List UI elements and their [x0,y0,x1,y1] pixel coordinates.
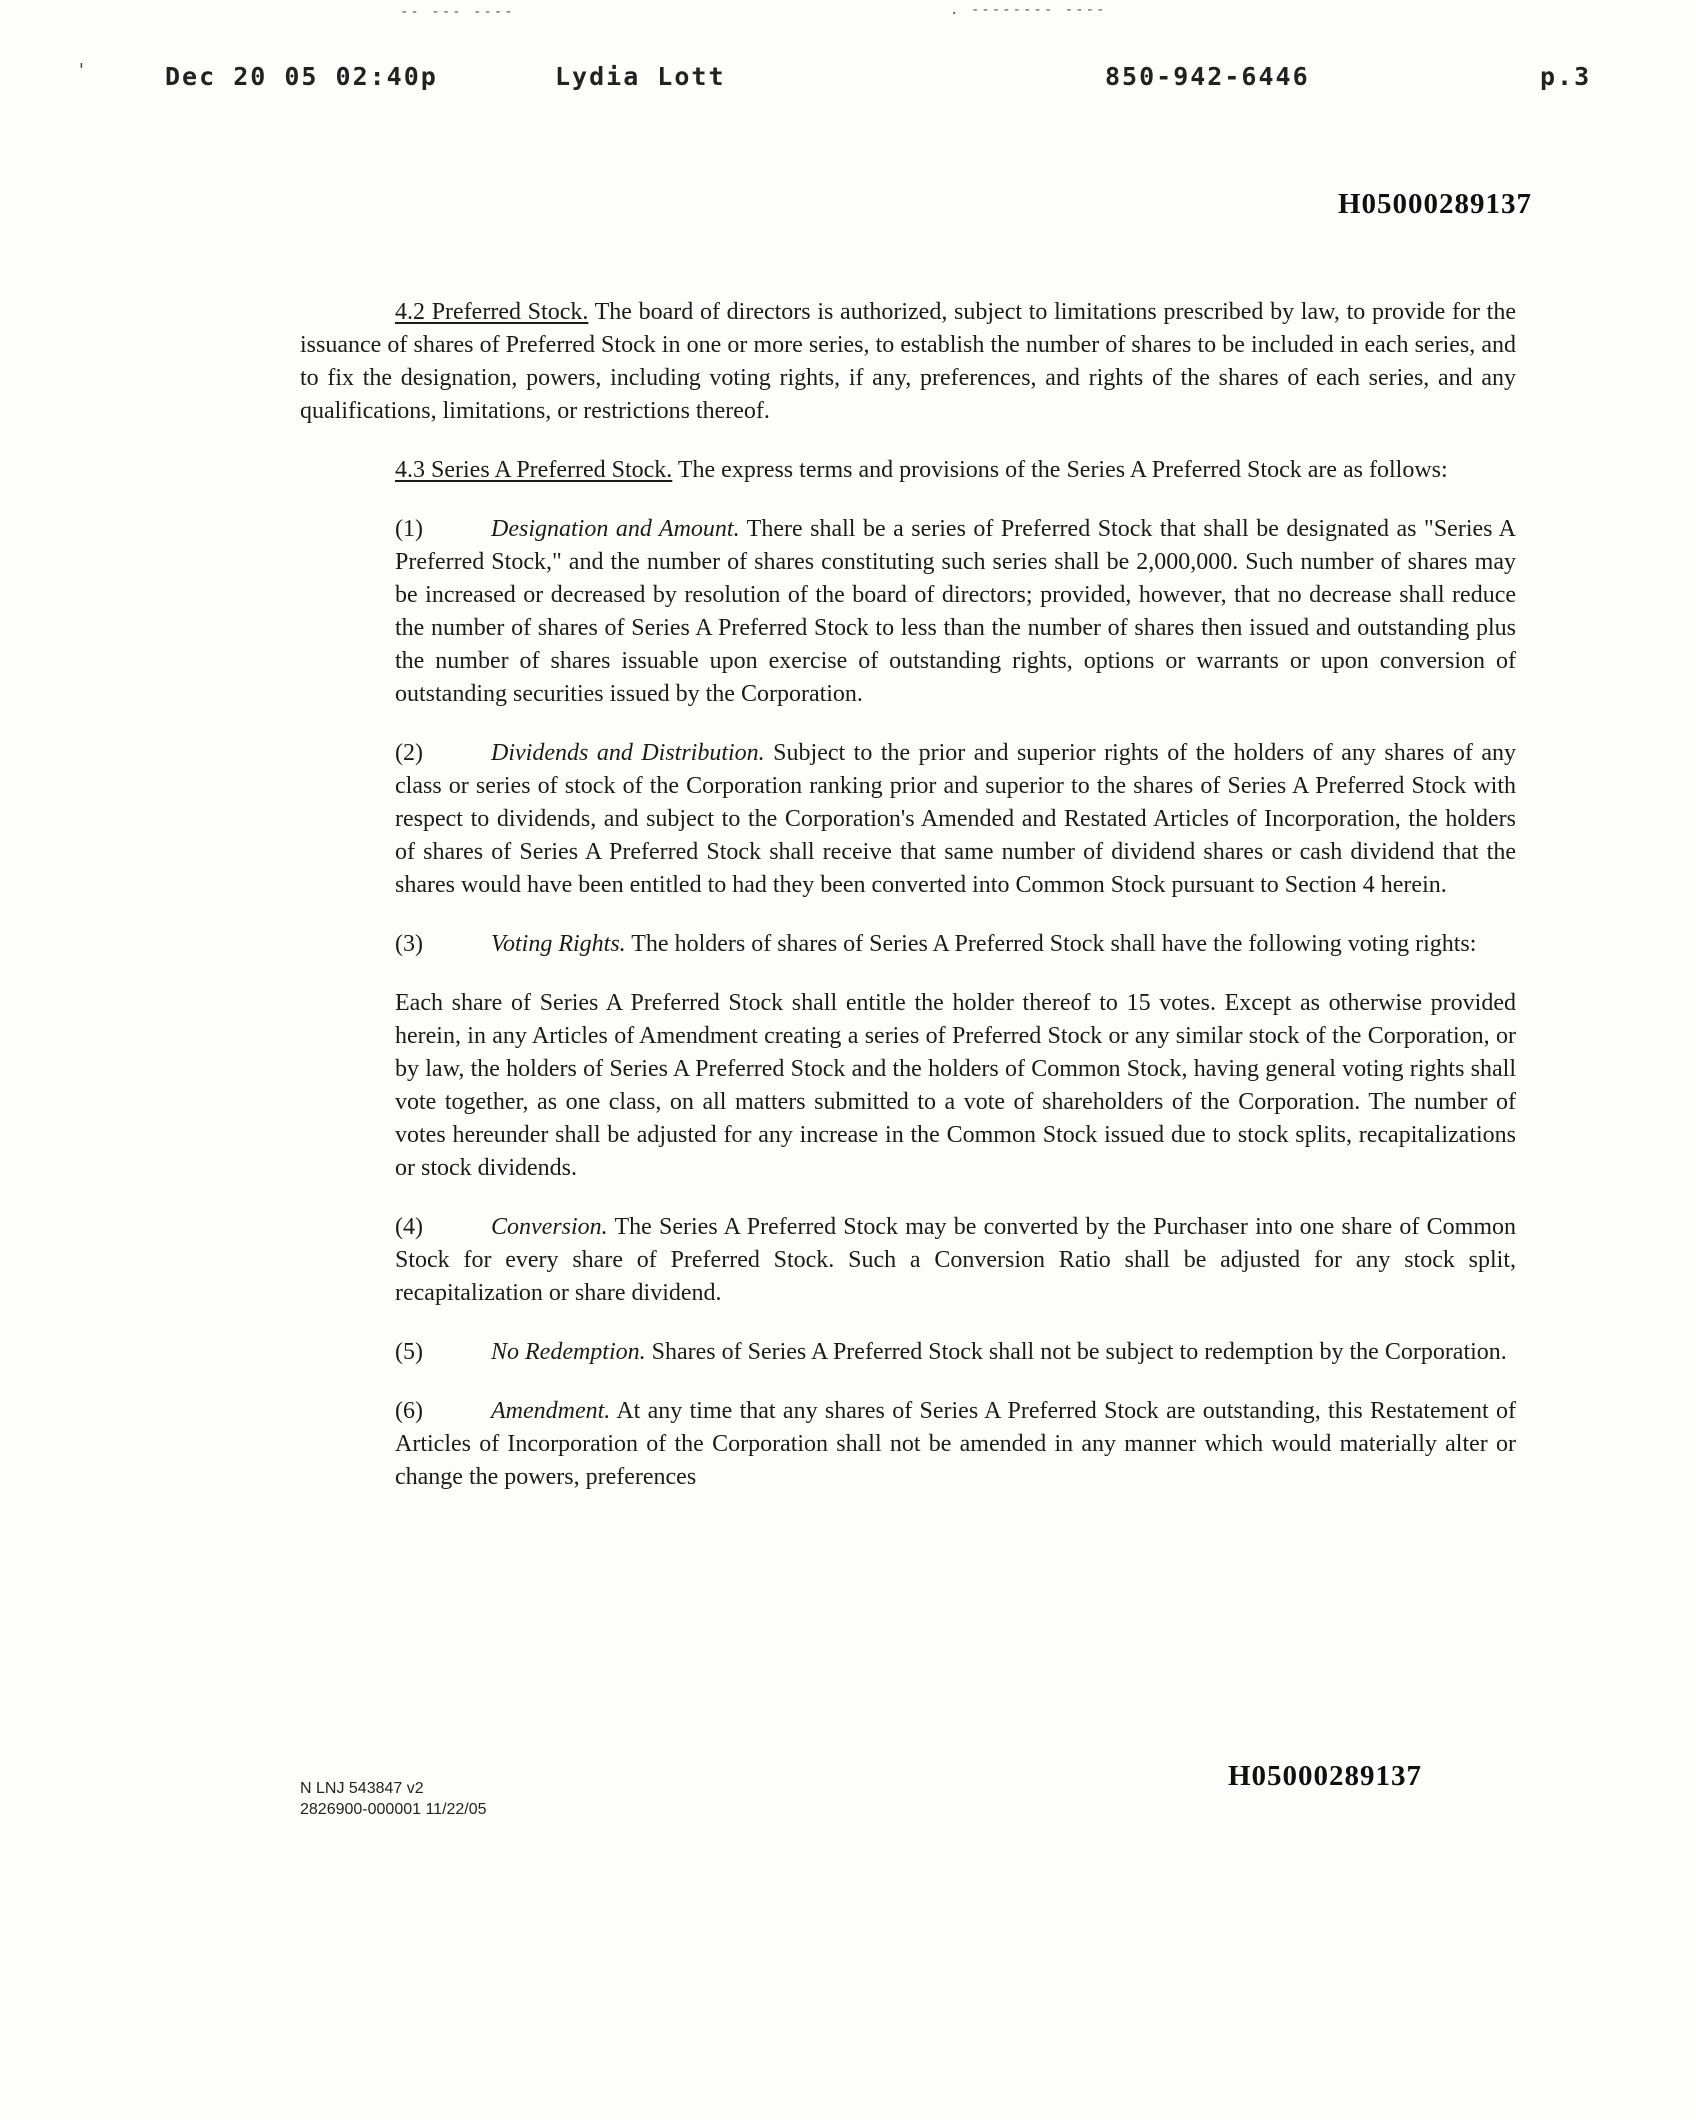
clause-title: Conversion. [491,1214,608,1240]
section-4-2-text: The board of directors is authorized, subject to limitations prescribed by law, to provide for the issuance of shares of Preferred Stock in one or more series, to establish the number of shares to be included in each series, and to fix the designation, powers, including voting rights, if any, preferences, and rights of the shares of each series, and any qualifications, limitations, or restrictions thereof. [300,299,1516,424]
clause-conversion [300,1211,1516,1310]
document-number-stamp-top: H05000289137 [1338,188,1533,220]
section-4-3-heading: 4.3 Series A Preferred Stock. [395,457,673,483]
clause-number: (3) [395,931,423,957]
clause-text: At any time that any shares of Series A Preferred Stock are outstanding, this Restatement of Articles of Incorporation of the Corporation shall not be amended in any manner which would materially alter or change the powers, preferences [395,1398,1516,1490]
section-4-2-heading: 4.2 Preferred Stock. [395,299,589,325]
section-4-3-text: The express terms and provisions of the Series A Preferred Stock are as follows: [677,457,1448,483]
section-4-2 [300,296,1516,428]
fax-phone-number: 850-942-6446 [1105,62,1310,91]
fax-sender-name: Lydia Lott [555,62,726,91]
fax-page-number: p.3 [1540,62,1592,91]
footer-reference-line2: 2826900-000001 11/22/05 [300,1801,487,1818]
fax-timestamp: Dec 20 05 02:40p [165,62,438,91]
clause-title: Voting Rights. [491,931,626,957]
clause-title: Designation and Amount. [491,516,740,542]
clause-text: The Series A Preferred Stock may be converted by the Purchaser into one share of Common Stock for every share of Preferred Stock. Such a Conversion Ratio shall be adjusted for any stock split, recapitalization or share dividend. [395,1214,1516,1306]
clause-number: (4) [395,1214,423,1240]
clause-number: (1) [395,516,423,542]
footer-reference-line1: N LNJ 543847 v2 [300,1780,424,1797]
scan-artifact-quote: ' [76,60,89,81]
clause-amendment [300,1395,1516,1494]
fax-header [0,62,1696,102]
clause-text: Shares of Series A Preferred Stock shall not be subject to redemption by the Corporation. [651,1339,1507,1365]
section-4-3 [300,454,1516,487]
clause-number: (2) [395,740,423,766]
clause-designation-and-amount [300,513,1516,711]
clause-dividends-and-distribution [300,737,1516,902]
clause-no-redemption [300,1336,1516,1369]
document-number-stamp-bottom: H05000289137 [1228,1760,1423,1792]
footer-reference [300,1778,487,1820]
clause-text: There shall be a series of Preferred Stock that shall be designated as "Series A Preferred Stock," and the number of shares constituting such series shall be 2,000,000. Such number of shares may be increased or decreased by resolution of the board of directors; provided, however, that no decrease shall reduce the number of shares of Series A Preferred Stock to less than the number of shares then issued and outstanding plus the number of shares issuable upon exercise of outstanding rights, options or warrants or upon conversion of outstanding securities issued by the Corporation. [395,516,1516,707]
clause-title: No Redemption. [491,1339,646,1365]
clause-text: The holders of shares of Series A Preferred Stock shall have the following voting rights: [631,931,1477,957]
voting-rights-text: Each share of Series A Preferred Stock shall entitle the holder thereof to 15 votes. Except as otherwise provided herein, in any Articles of Amendment creating a series of Preferred Stock or any similar stock of the Corporation, or by law, the holders of Series A Preferred Stock and the holders of Common Stock, having general voting rights shall vote together, as one class, on all matters submitted to a vote of shareholders of the Corporation. The number of votes hereunder shall be adjusted for any increase in the Common Stock issued due to stock splits, recapitalizations or stock dividends. [395,990,1516,1181]
voting-rights-paragraph [300,987,1516,1185]
clause-number: (6) [395,1398,423,1424]
clause-title: Amendment. [491,1398,611,1424]
clause-title: Dividends and Distribution. [491,740,765,766]
document-body [300,296,1516,1520]
clause-number: (5) [395,1339,423,1365]
scan-artifact-top-left: -- --- ---- [400,4,515,20]
scan-artifact-top-right: . -------- ---- [950,2,1107,18]
clause-voting-rights [300,928,1516,961]
clause-text: Subject to the prior and superior rights of the holders of any shares of any class or series of stock of the Corporation ranking prior and superior to the shares of Series A Preferred Stock with respect to dividends, and subject to the Corporation's Amended and Restated Articles of Incorporation, the holders of shares of Series A Preferred Stock shall receive that same number of dividend shares or cash dividend that the shares would have been entitled to had they been converted into Common Stock pursuant to Section 4 herein. [395,740,1516,898]
